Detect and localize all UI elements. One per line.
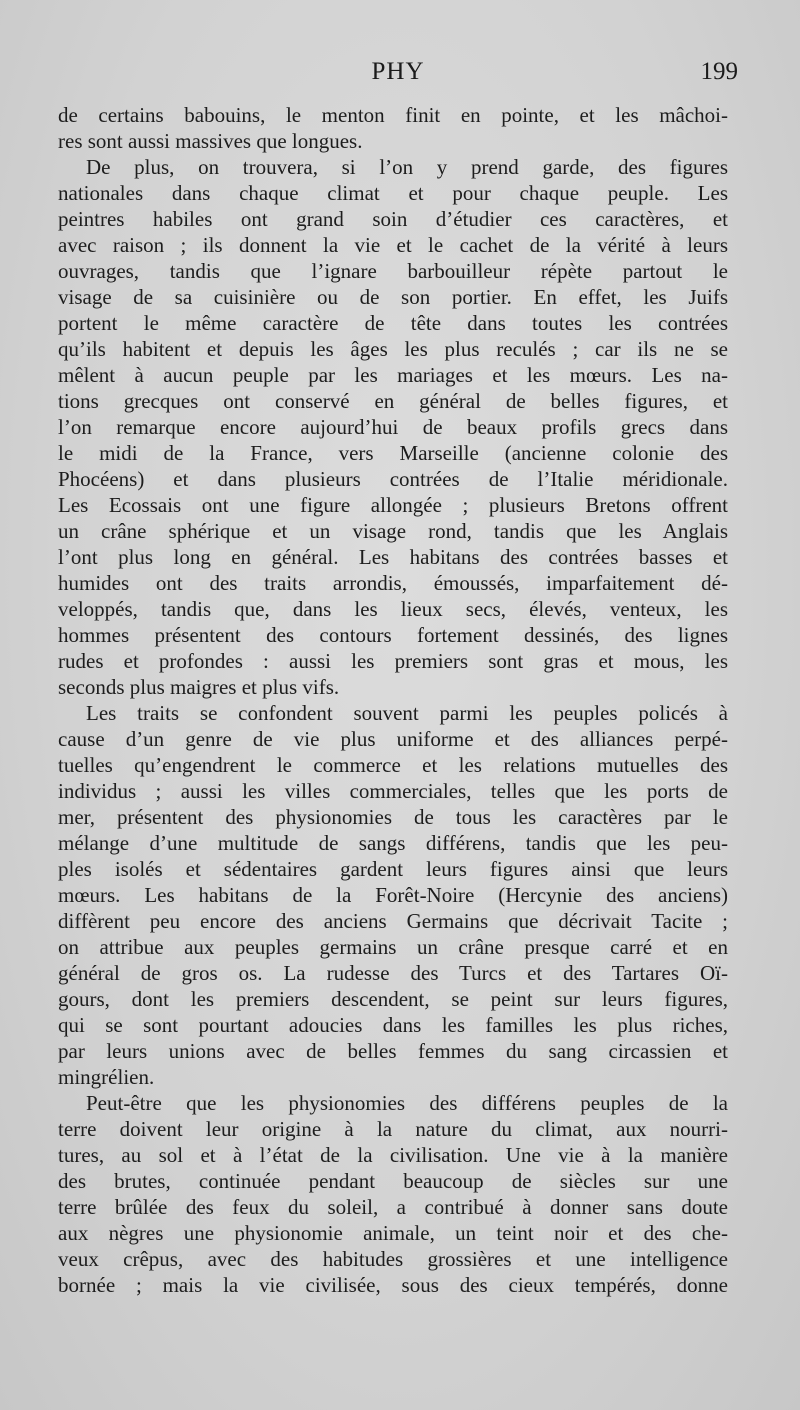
body-text [58,102,728,1298]
text-line: humides ont des traits arrondis, émoussés, imparfaitement dé- [58,571,728,595]
text-line: individus ; aussi les villes commerciales, telles que les ports de [58,779,728,803]
text-line: terre doivent leur origine à la nature du climat, aux nourri- [58,1117,728,1141]
text-line: ples isolés et sédentaires gardent leurs figures ainsi que leurs [58,857,728,881]
text-line: avec raison ; ils donnent la vie et le cachet de la vérité à leurs [58,233,728,257]
text-line: tures, au sol et à l’état de la civilisation. Une vie à la manière [58,1143,728,1167]
text-line: on attribue aux peuples germains un crâne presque carré et en [58,935,728,959]
text-line: mœurs. Les habitans de la Forêt-Noire (Hercynie des anciens) [58,883,728,907]
text-line: bornée ; mais la vie civilisée, sous des cieux tempérés, donne [58,1273,728,1297]
text-line: De plus, on trouvera, si l’on y prend garde, des figures [86,155,728,179]
text-line: peintres habiles ont grand soin d’étudier ces caractères, et [58,207,728,231]
running-head: PHY [371,58,425,85]
text-line: rudes et profondes : aussi les premiers sont gras et mous, les [58,649,728,673]
text-line: nationales dans chaque climat et pour chaque peuple. Les [58,181,728,205]
text-line: mêlent à aucun peuple par les mariages et les mœurs. Les na- [58,363,728,387]
text-line: général de gros os. La rudesse des Turcs et des Tartares Oï- [58,961,728,985]
paragraph [58,102,728,154]
paragraph [58,154,728,700]
paragraph [58,700,728,1090]
text-line: seconds plus maigres et plus vifs. [58,675,340,699]
text-line: res sont aussi massives que longues. [58,129,363,153]
text-line: l’ont plus long en général. Les habitans des contrées basses et [58,545,728,569]
text-line: visage de sa cuisinière ou de son portier. En effet, les Juifs [58,285,728,309]
text-line: Les Ecossais ont une figure allongée ; plusieurs Bretons offrent [58,493,728,517]
text-line: gours, dont les premiers descendent, se peint sur leurs figures, [58,987,728,1011]
page-header [58,58,738,92]
text-line: des brutes, continuée pendant beaucoup de siècles sur une [58,1169,728,1193]
text-line: tions grecques ont conservé en général de belles figures, et [58,389,728,413]
text-line: mélange d’une multitude de sangs différens, tandis que les peu- [58,831,728,855]
text-line: Phocéens) et dans plusieurs contrées de l’Italie méridionale. [58,467,728,491]
text-line: de certains babouins, le menton finit en pointe, et les mâchoi- [58,103,728,127]
text-line: portent le même caractère de tête dans toutes les contrées [58,311,728,335]
text-line: terre brûlée des feux du soleil, a contribué à donner sans doute [58,1195,728,1219]
paragraph [58,1090,728,1298]
page-number: 199 [700,58,738,85]
text-line: diffèrent peu encore des anciens Germains que décrivait Tacite ; [58,909,728,933]
text-line: mer, présentent des physionomies de tous les caractères par le [58,805,728,829]
text-line: par leurs unions avec de belles femmes du sang circassien et [58,1039,728,1063]
text-line: aux nègres une physionomie animale, un teint noir et des che- [58,1221,728,1245]
text-line: ouvrages, tandis que l’ignare barbouilleur répète partout le [58,259,728,283]
text-line: veloppés, tandis que, dans les lieux secs, élevés, venteux, les [58,597,728,621]
text-line: qui se sont pourtant adoucies dans les familles les plus riches, [58,1013,728,1037]
text-line: un crâne sphérique et un visage rond, tandis que les Anglais [58,519,728,543]
text-line: Les traits se confondent souvent parmi les peuples policés à [86,701,728,725]
text-line: l’on remarque encore aujourd’hui de beaux profils grecs dans [58,415,728,439]
text-line: hommes présentent des contours fortement dessinés, des lignes [58,623,728,647]
text-line: qu’ils habitent et depuis les âges les plus reculés ; car ils ne se [58,337,728,361]
text-line: le midi de la France, vers Marseille (ancienne colonie des [58,441,728,465]
text-line: mingrélien. [58,1065,155,1089]
text-line: cause d’un genre de vie plus uniforme et des alliances perpé- [58,727,728,751]
text-line: veux crêpus, avec des habitudes grossières et une intelligence [58,1247,728,1271]
text-line: tuelles qu’engendrent le commerce et les relations mutuelles des [58,753,728,777]
text-line: Peut-être que les physionomies des différens peuples de la [86,1091,728,1115]
